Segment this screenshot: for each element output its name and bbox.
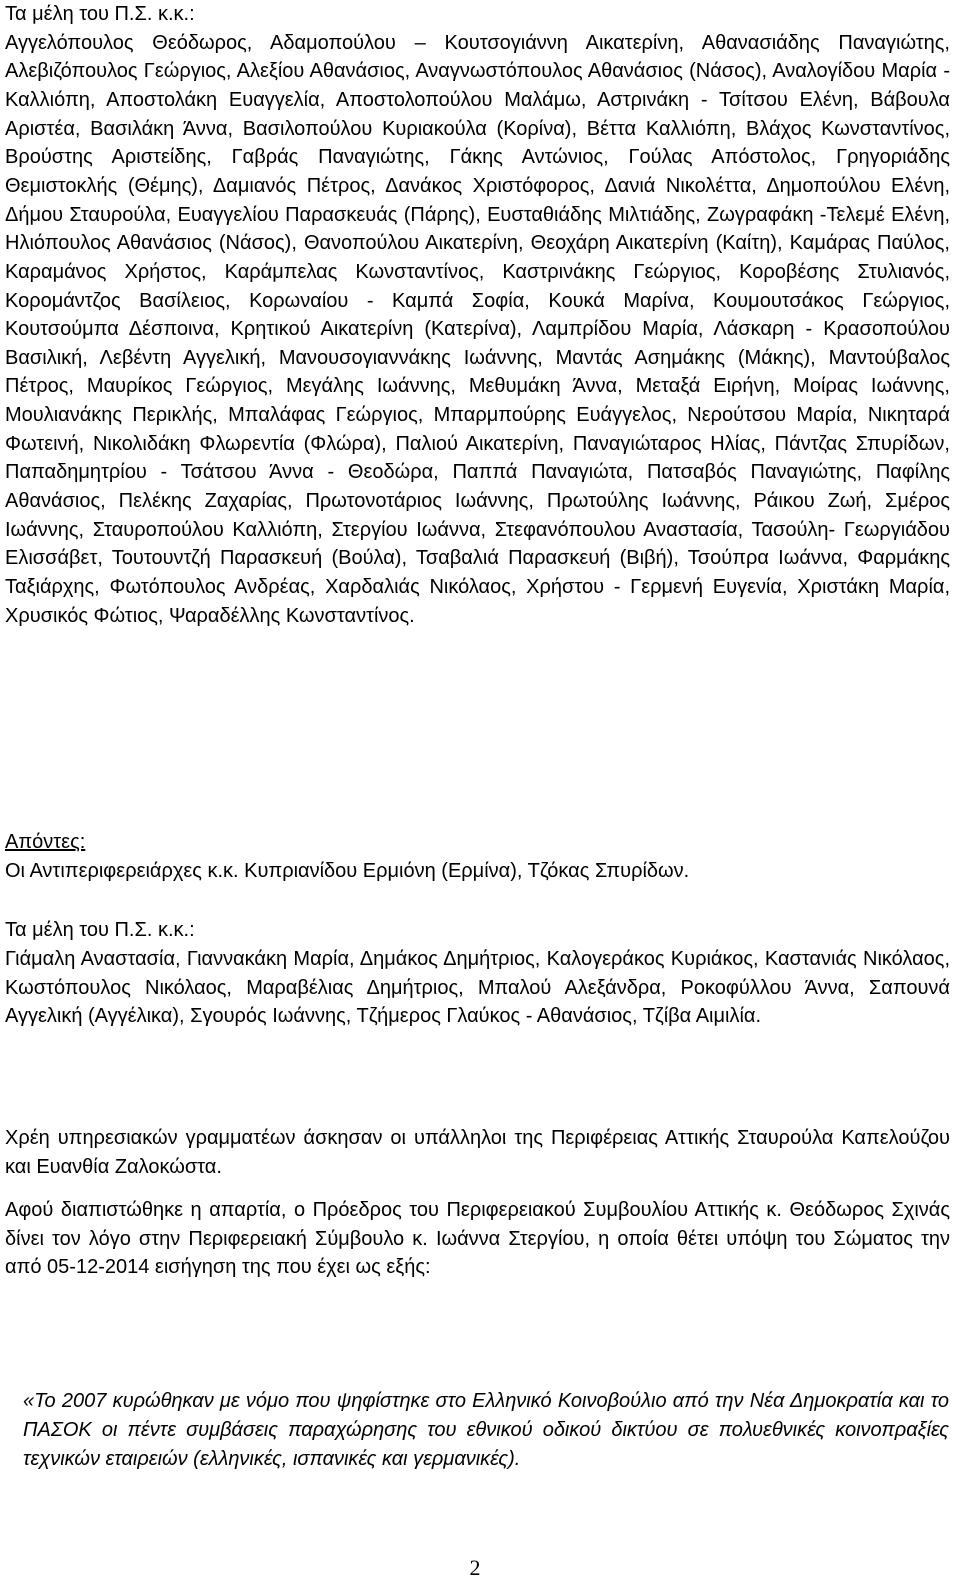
absent-heading [5,828,950,857]
secretaries-paragraph: Χρέη υπηρεσιακών γραμματέων άσκησαν οι υπάλληλοι της Περιφέρειας Αττικής Σταυρούλα Καπελούζου και Ευανθία Ζαλοκώστα. [5,1127,950,1178]
members-list: Αγγελόπουλος Θεόδωρος, Αδαμοπούλου – Κουτσογιάννη Αικατερίνη, Αθανασιάδης Παναγιώτης, Αλεβιζόπουλος Γεώργιος, Αλεξίου Αθανάσιος, Αναγνωστόπουλος Αθανάσιος (Νάσος), Αναλογίδου Μαρία - Καλλιόπη, Αποστολάκη Ευαγγελία, Αποστολοπούλου Μαλάμω, Αστρινάκη - Τσίτσου Ελένη, Βάβουλα Αριστέα, Βασιλάκη Άννα, Βασιλοπούλου Κυριακούλα (Κορίνα), Βέττα Καλλιόπη, Βλάχος Κωνσταντίνος, Βρούστης Αριστείδης, Γαβράς Παναγιώτης, Γάκης Αντώνιος, Γούλας Απόστολος, Γρηγοριάδης Θεμιστοκλής (Θέμης), Δαμιανός Πέτρος, Δανάκος Χριστόφορος, Δανιά Νικολέττα, Δημοπούλου Ελένη, Δήμου Σταυρούλα, Ευαγγελίου Παρασκευάς (Πάρης), Ευσταθιάδης Μιλτιάδης, Ζωγραφάκη -Τελεμέ Ελένη, Ηλιόπουλος Αθανάσιος (Νάσος), Θανοπούλου Αικατερίνη, Θεοχάρη Αικατερίνη (Καίτη), Καμάρας Παύλος, Καραμάνος Χρήστος, Καράμπελας Κωνσταντίνος, Καστρινάκης Γεώργιος, Κοροβέσης Στυλιανός, Κορομάντζος Βασίλειος, Κορωναίου - Καμπά Σοφία, Κουκά Μαρίνα, Κουμουτσάκος Γεώργιος, Κουτσούμπα Δέσποινα, Κρητικού Αικατερίνη (Κατερίνα), Λαμπρίδου Μαρία, Λάσκαρη - Κρασοπούλου Βασιλική, Λεβέντη Αγγελική, Μανουσογιαννάκης Ιωάννης, Μαντάς Ασημάκης (Μάκης), Μαντούβαλος Πέτρος, Μαυρίκος Γεώργιος, Μεγάλης Ιωάννης, Μεθυμάκη Άννα, Μεταξά Ειρήνη, Μοίρας Ιωάννης, Μουλιανάκης Περικλής, Μπαλάφας Γεώργιος, Μπαρμπούρης Ευάγγελος, Νερούτσου Μαρία, Νικηταρά Φωτεινή, Νικολιδάκη Φλωρεντία (Φλώρα), Παλιού Αικατερίνη, Παναγιώταρος Ηλίας, Πάντζας Σπυρίδων, Παπαδημητρίου - Τσάτσου Άννα - Θεοδώρα, Παππά Παναγιώτα, Πατσαβός Παναγιώτης, Παφίλης Αθανάσιος, Πελέκης Ζαχαρίας, Πρωτονοτάριος Ιωάννης, Πρωτούλης Ιωάννης, Ράικου Ζωή, Σμέρος Ιωάννης, Σταυροπούλου Καλλιόπη, Στεργίου Ιωάννα, Στεφανόπουλου Αναστασία, Τασούλη- Γεωργιάδου Ελισσάβετ, Τουτουντζή Παρασκευή (Βούλα), Τσαβαλιά Παρασκευή (Βιβή), Τσούπρα Ιωάννα, Φαρμάκης Ταξιάρχης, Φωτόπουλος Ανδρέας, Χαρδαλιάς Νικόλαος, Χρήστου - Γερμενή Ευγενία, Χριστάκη Μαρία, Χρυσικός Φώτιος, Ψαραδέλλης Κωνσταντίνος. [5,31,950,627]
absent-line: Οι Αντιπεριφερειάρχες κ.κ. Κυπριανίδου Ερμιόνη (Ερμίνα), Τζόκας Σπυρίδων. [5,860,690,882]
quoted-proposal: «Το 2007 κυρώθηκαν με νόμο που ψηφίστηκε στο Ελληνικό Κοινοβούλιο από την Νέα Δημοκρατία και το ΠΑΣΟΚ οι πέντε συμβάσεις παραχώρησης του εθνικού οδικού δικτύου σε πολυεθνικές κοινοπραξίες τεχνικών εταιρειών (ελληνικές, ισπανικές και γερμανικές). [23,1390,949,1470]
absent-members-heading: Τα μέλη του Π.Σ. κ.κ.: [5,919,195,941]
absent-members-list: Γιάμαλη Αναστασία, Γιαννακάκη Μαρία, Δημάκος Δημήτριος, Καλογεράκος Κυριάκος, Καστανιάς Νικόλαος, Κωστόπουλος Νικόλαος, Μαραβέλιας Δημήτριος, Μπαλού Αλεξάνδρα, Ροκοφύλλου Άννα, Σαπουνά Αγγελική (Αγγέλικα), Σγουρός Ιωάννης, Τζήμερος Γλαύκος - Αθανάσιος, Τζίβα Αιμιλία. [5,948,950,1028]
page-number: 2 [469,1555,481,1580]
document-page [5,0,950,1580]
members-heading: Τα μέλη του Π.Σ. κ.κ.: [5,3,195,25]
absent-label: Απόντες: [5,831,86,853]
quorum-paragraph: Αφού διαπιστώθηκε η απαρτία, ο Πρόεδρος του Περιφερειακού Συμβουλίου Αττικής κ. Θεόδωρος Σχινάς δίνει τον λόγο στην Περιφερειακή Σύμβουλο κ. Ιωάννα Στεργίου, η οποία θέτει υπόψη του Σώματος την από 05-12-2014 εισήγηση της που έχει ως εξής: [5,1199,950,1279]
